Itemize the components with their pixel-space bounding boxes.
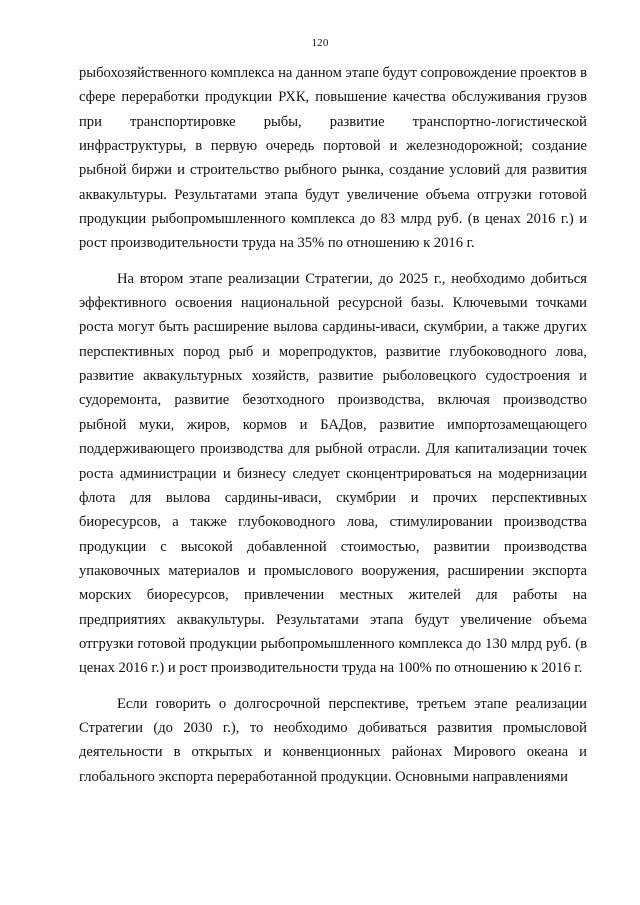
paragraph-long-term: Если говорить о долгосрочной перспективе, третьем этапе реализации Стратегии (до 2030 г.), то необходимо добиваться развития промысловой деятельности в открытых и конвенционных районах Мирового океана и глобального экспорта переработанной продукции. Основными направлениями xyxy=(79,695,587,785)
paragraph-continuation: рыбохозяйственного комплекса на данном этапе будут сопровождение проектов в сфере переработки продукции РХК, повышение качества обслуживания грузов при транспортировке рыбы, развитие транспортно-логистической инфраструктуры, в первую очередь портовой и железнодорожной; создание рыбной биржи и строительство рыбного рынка, создание условий для развития аквакультуры. Результатами этапа будут увеличение объема отгрузки готовой продукции рыбопромышленного комплекса до 83 млрд руб. (в ценах 2016 г.) и рост производительности труда на 35% по отношению к 2016 г. xyxy=(79,65,587,252)
document-body xyxy=(79,61,587,789)
page-number: 120 xyxy=(311,37,329,49)
paragraph-second-stage: На втором этапе реализации Стратегии, до 2025 г., необходимо добиться эффективного освоения национальной ресурсной базы. Ключевыми точками роста могут быть расширение вылова сардины-иваси, скумбрии, а также других перспективных пород рыб и морепродуктов, развитие глубоководного лова, развитие аквакультурных хозяйств, развитие рыболовецкого судостроения и судоремонта, развитие безотходного производства, включая производство рыбной муки, жиров, кормов и БАДов, развитие импортозамещающего поддерживающего производства для рыбной отрасли. Для капитализации точек роста администрации и бизнесу следует сконцентрироваться на модернизации флота для вылова сардины-иваси, скумбрии и прочих перспективных биоресурсов, а также глубоководного лова, стимулировании производства продукции с высокой добавленной стоимостью, развитии производства упаковочных материалов и промыслового вооружения, расширении экспорта морских биоресурсов, привлечении местных жителей для работы на предприятиях аквакультуры. Результатами этапа будут увеличение объема отгрузки готовой продукции рыбопромышленного комплекса до 130 млрд руб. (в ценах 2016 г.) и рост производительности труда на 100% по отношению к 2016 г. xyxy=(79,270,587,677)
